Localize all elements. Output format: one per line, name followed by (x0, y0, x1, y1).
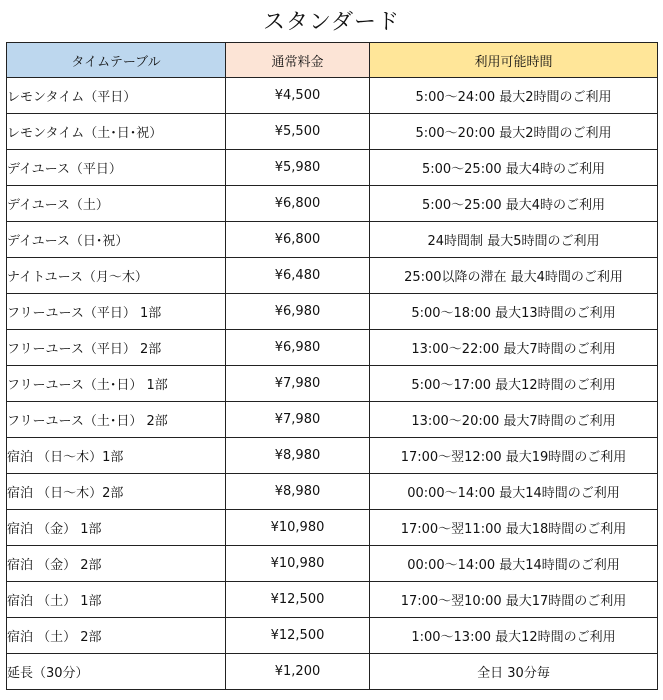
plan-cell: デイユース（日･祝） (7, 222, 226, 258)
table-row (7, 78, 658, 114)
hours-cell: 17:00〜翌11:00 最大18時間のご利用 (370, 510, 658, 546)
hours-cell: 5:00〜18:00 最大13時間のご利用 (370, 294, 658, 330)
hours-cell: 13:00〜22:00 最大7時間のご利用 (370, 330, 658, 366)
price-cell: ¥5,980 (226, 150, 370, 186)
table-row (7, 654, 658, 690)
table-row (7, 474, 658, 510)
price-cell: ¥6,980 (226, 330, 370, 366)
price-cell: ¥6,800 (226, 222, 370, 258)
table-row (7, 150, 658, 186)
hours-cell: 全日 30分毎 (370, 654, 658, 690)
hours-cell: 1:00〜13:00 最大12時間のご利用 (370, 618, 658, 654)
table-row (7, 258, 658, 294)
price-cell: ¥12,500 (226, 618, 370, 654)
table-row (7, 438, 658, 474)
price-table (6, 42, 658, 690)
hours-cell: 5:00〜25:00 最大4時のご利用 (370, 186, 658, 222)
column-header-price: 通常料金 (226, 43, 370, 78)
table-row (7, 618, 658, 654)
column-header-plan: タイムテーブル (7, 43, 226, 78)
plan-cell: 宿泊 （金） 1部 (7, 510, 226, 546)
header-row (7, 43, 658, 78)
plan-cell: フリーユース（平日） 2部 (7, 330, 226, 366)
price-cell: ¥7,980 (226, 366, 370, 402)
price-cell: ¥10,980 (226, 546, 370, 582)
table-row (7, 222, 658, 258)
table-row (7, 114, 658, 150)
table-row (7, 294, 658, 330)
plan-cell: 宿泊 （日〜木）2部 (7, 474, 226, 510)
plan-cell: 宿泊 （土） 1部 (7, 582, 226, 618)
plan-cell: フリーユース（平日） 1部 (7, 294, 226, 330)
plan-cell: 延長（30分） (7, 654, 226, 690)
hours-cell: 00:00〜14:00 最大14時間のご利用 (370, 474, 658, 510)
price-cell: ¥12,500 (226, 582, 370, 618)
hours-cell: 13:00〜20:00 最大7時間のご利用 (370, 402, 658, 438)
price-cell: ¥6,800 (226, 186, 370, 222)
plan-cell: フリーユース（土･日） 2部 (7, 402, 226, 438)
column-header-hours: 利用可能時間 (370, 43, 658, 78)
hours-cell: 5:00〜17:00 最大12時間のご利用 (370, 366, 658, 402)
price-cell: ¥10,980 (226, 510, 370, 546)
table-body (7, 78, 658, 690)
plan-cell: レモンタイム（土･日･祝） (7, 114, 226, 150)
table-row (7, 186, 658, 222)
price-cell: ¥1,200 (226, 654, 370, 690)
hours-cell: 17:00〜翌12:00 最大19時間のご利用 (370, 438, 658, 474)
hours-cell: 00:00〜14:00 最大14時間のご利用 (370, 546, 658, 582)
table-row (7, 510, 658, 546)
hours-cell: 5:00〜25:00 最大4時のご利用 (370, 150, 658, 186)
plan-cell: ナイトユース（月〜木） (7, 258, 226, 294)
price-cell: ¥4,500 (226, 78, 370, 114)
plan-cell: フリーユース（土･日） 1部 (7, 366, 226, 402)
table-row (7, 546, 658, 582)
plan-cell: デイユース（土） (7, 186, 226, 222)
price-cell: ¥6,980 (226, 294, 370, 330)
hours-cell: 5:00〜20:00 最大2時間のご利用 (370, 114, 658, 150)
plan-cell: 宿泊 （日〜木）1部 (7, 438, 226, 474)
page-title: スタンダード (262, 10, 401, 35)
price-cell: ¥8,980 (226, 474, 370, 510)
plan-cell: 宿泊 （金） 2部 (7, 546, 226, 582)
plan-cell: デイユース（平日） (7, 150, 226, 186)
table-row (7, 582, 658, 618)
hours-cell: 5:00〜24:00 最大2時間のご利用 (370, 78, 658, 114)
plan-cell: レモンタイム（平日） (7, 78, 226, 114)
hours-cell: 24時間制 最大5時間のご利用 (370, 222, 658, 258)
price-cell: ¥5,500 (226, 114, 370, 150)
plan-cell: 宿泊 （土） 2部 (7, 618, 226, 654)
price-cell: ¥7,980 (226, 402, 370, 438)
price-cell: ¥8,980 (226, 438, 370, 474)
price-cell: ¥6,480 (226, 258, 370, 294)
table-row (7, 402, 658, 438)
hours-cell: 17:00〜翌10:00 最大17時間のご利用 (370, 582, 658, 618)
table-row (7, 366, 658, 402)
hours-cell: 25:00以降の滞在 最大4時間のご利用 (370, 258, 658, 294)
table-row (7, 330, 658, 366)
